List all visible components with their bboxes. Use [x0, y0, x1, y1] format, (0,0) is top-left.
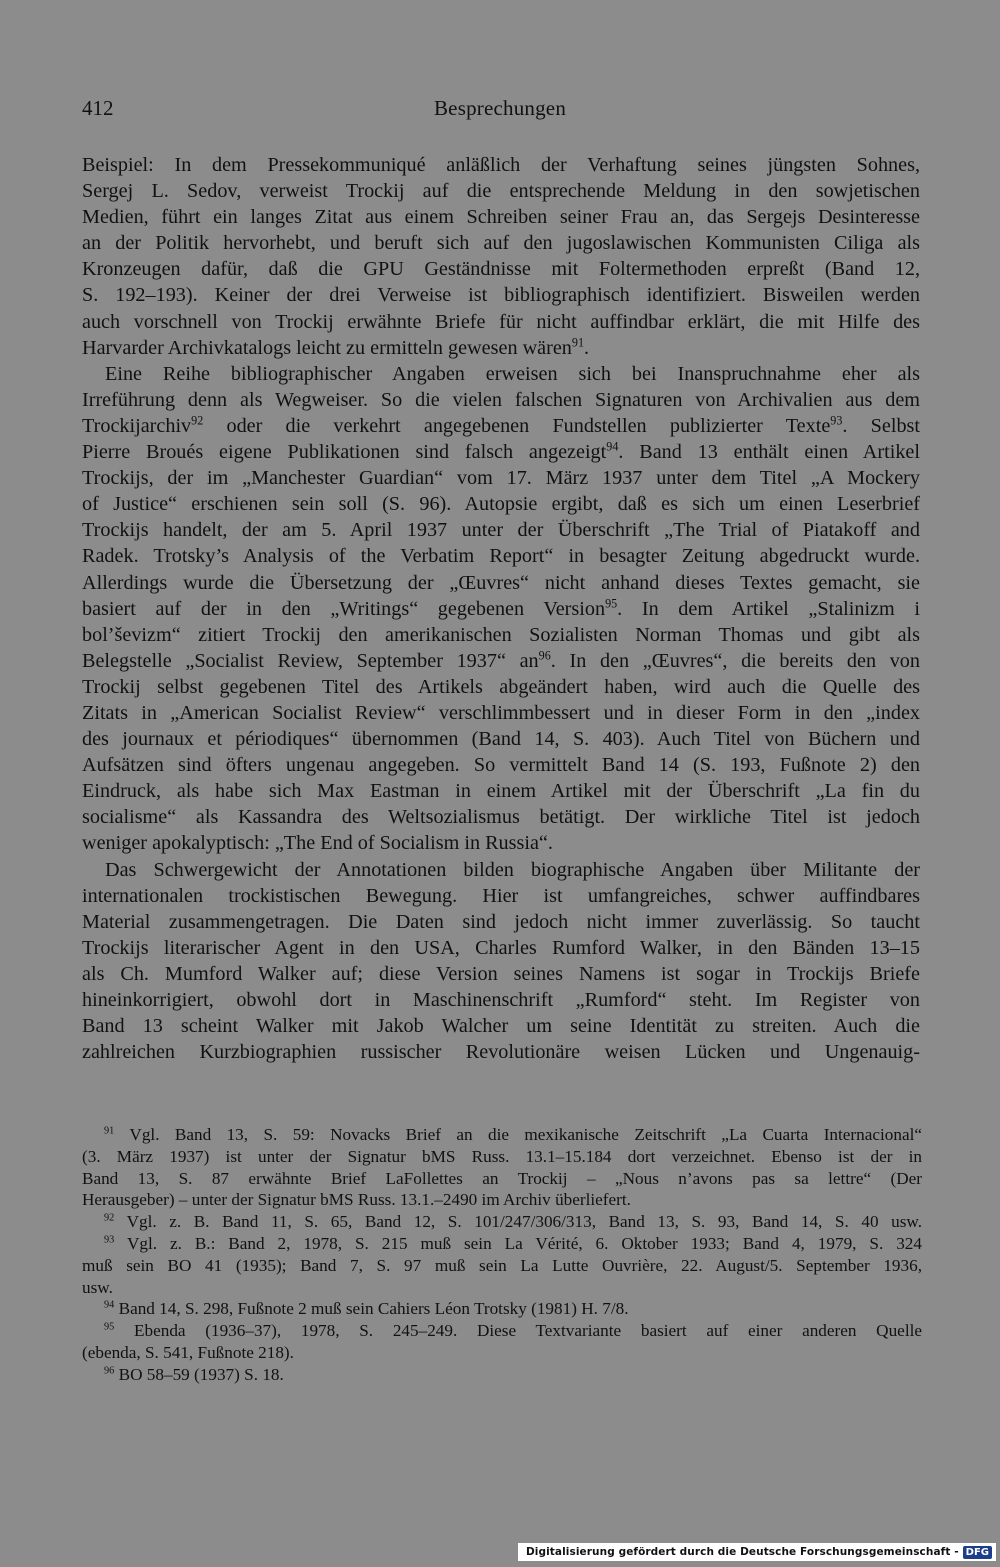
text-line: [82, 726, 920, 752]
footnote-line: [82, 1255, 922, 1277]
footnote-text: Band 13, S. 87 erwähnte Brief LaFollettes an Trockij – „Nous n’avons pas sa lettre“ (Der: [82, 1168, 922, 1188]
text-line: [82, 361, 920, 387]
line-text: Zitats in „American Socialist Review“ verschlimmbessert und in dieser Form in den „index: [82, 701, 920, 724]
text-line: [82, 648, 920, 674]
text-line: [82, 178, 920, 204]
footnote-line: [82, 1233, 922, 1255]
text-line: [82, 752, 920, 778]
text-line: [82, 204, 920, 230]
line-text: Trockijarchiv: [82, 414, 192, 437]
footnote-text: Vgl. z. B. Band 11, S. 65, Band 12, S. 101/247/306/313, Band 13, S. 93, Band 14, S. 40 usw.: [114, 1212, 922, 1232]
line-text: Radek. Trotsky’s Analysis of the Verbatim Report“ in besagter Zeitung abgedruckt wurde.: [82, 545, 920, 568]
text-line: [82, 596, 920, 622]
line-text: weniger apokalyptisch: „The End of Socialism in Russia“.: [82, 832, 553, 855]
running-head: Besprechungen: [433, 96, 567, 120]
page-header: [82, 96, 918, 126]
line-text: Band 13 scheint Walker mit Jakob Walcher um seine Identität zu streiten. Auch die: [82, 1015, 920, 1038]
footnote-number: 95: [104, 1321, 115, 1333]
footnote-line: [82, 1168, 922, 1190]
footnote-line: [82, 1277, 922, 1299]
dfg-logo-icon: DFG: [963, 1546, 992, 1559]
footnote-ref: 91: [571, 334, 585, 349]
line-text: hineinkorrigiert, obwohl dort in Maschinenschrift „Rumford“ steht. Im Register von: [82, 989, 920, 1011]
footnotes: [82, 1124, 922, 1386]
line-text: Trockijs literarischer Agent in den USA, Charles Rumford Walker, in den Bänden 13–15: [82, 936, 920, 959]
line-text: Das Schwergewicht der Annotationen bilden biographische Angaben über Militante der: [105, 858, 920, 881]
line-text: . Selbst: [842, 414, 920, 437]
text-line: [82, 1039, 920, 1065]
footnote-line: [82, 1364, 922, 1386]
text-line: [82, 282, 920, 308]
footnote-text: usw.: [82, 1277, 113, 1297]
footnote-ref: 94: [606, 439, 619, 454]
text-line: [82, 465, 920, 491]
footnote-text: Ebenda (1936–37), 1978, S. 245–249. Diese Textvariante basiert auf einer anderen Quelle: [114, 1321, 922, 1341]
line-text: Eindruck, als habe sich Max Eastman in einem Artikel mit der Überschrift „La fin du: [82, 780, 920, 803]
text-line: [82, 439, 920, 465]
footnote-line: [82, 1189, 922, 1211]
line-text: Material zusammengetragen. Die Daten sind jedoch nicht immer zuverlässig. So taucht: [82, 910, 920, 933]
footnote-text: Herausgeber) – unter der Signatur bMS Russ. 13.1.–2490 im Archiv überliefert.: [82, 1190, 631, 1210]
text-line: [82, 570, 920, 596]
digitization-credit: Digitalisierung gefördert durch die Deutsche Forschungsgemeinschaft -: [525, 1546, 959, 1558]
footnote-text: muß sein BO 41 (1935); Band 7, S. 97 muß sein La Lutte Ouvrière, 22. August/5. September 1936,: [82, 1255, 922, 1275]
line-text: .: [584, 336, 590, 359]
footnote-number: 93: [104, 1234, 115, 1246]
line-text: . Band 13 enthält einen Artikel: [618, 441, 920, 464]
footnote-text: Vgl. z. B.: Band 2, 1978, S. 215 muß sein La Vérité, 6. Oktober 1933; Band 4, 1979, S. 324: [114, 1233, 922, 1253]
line-text: socialisme“ als Kassandra des Weltsozialismus betätigt. Der wirkliche Titel ist jedoch: [82, 806, 920, 829]
page-number: 412: [82, 96, 114, 120]
line-text: bol’ševizm“ zitiert Trockij den amerikanischen Sozialisten Norman Thomas und gibt als: [82, 623, 920, 646]
line-text: . In dem Artikel „Stalinizm i: [617, 597, 920, 620]
text-line: [82, 152, 920, 178]
footnote-text: (ebenda, S. 541, Fußnote 218).: [82, 1342, 294, 1362]
line-text: internationalen trockistischen Bewegung. Hier ist umfangreiches, schwer auffindbares: [82, 884, 920, 907]
text-line: [82, 309, 920, 335]
footnote-line: [82, 1146, 922, 1168]
footnote-line: [82, 1320, 922, 1342]
line-text: basiert auf der in den „Writings“ gegebenen Version: [82, 597, 606, 620]
footnote-ref: 96: [538, 648, 551, 663]
text-line: [82, 491, 920, 517]
text-line: [82, 517, 920, 543]
text-line: [82, 230, 920, 256]
digitization-credit-bar: [518, 1543, 996, 1561]
text-line: [82, 622, 920, 648]
footnote-text: Band 14, S. 298, Fußnote 2 muß sein Cahiers Léon Trotsky (1981) H. 7/8.: [114, 1299, 629, 1319]
footnote-number: 92: [104, 1212, 115, 1224]
text-line: [82, 413, 920, 439]
footnote-ref: 93: [830, 413, 843, 428]
footnote-text: Vgl. Band 13, S. 59: Novacks Brief an die mexikanische Zeitschrift „La Cuarta Internacional“: [114, 1125, 922, 1144]
line-text: als Ch. Mumford Walker auf; diese Version seines Namens ist sogar in Trockijs Briefe: [82, 962, 920, 985]
text-line: [82, 387, 920, 413]
line-text: Trockijs, der im „Manchester Guardian“ vom 17. März 1937 unter dem Titel „A Mockery: [82, 467, 920, 490]
line-text: Trockijs handelt, der am 5. April 1937 unter der Überschrift „The Trial of Piatakoff and: [82, 519, 920, 542]
line-text: of Justice“ erschienen sein soll (S. 96). Autopsie ergibt, daß es sich um einen Leserbrief: [82, 493, 920, 516]
line-text: zahlreichen Kurzbiographien russischer Revolutionäre weisen Lücken und Ungenauig-: [82, 1041, 920, 1064]
footnote-ref: 92: [191, 413, 204, 428]
text-line: [82, 987, 920, 1013]
text-line: [82, 256, 920, 282]
footnote-number: 94: [104, 1299, 115, 1311]
line-text: des journaux et périodiques“ übernommen (Band 14, S. 403). Auch Titel von Büchern und: [82, 728, 920, 751]
line-text: Trockij selbst gegebenen Titel des Artikels abgeändert haben, wird auch die Quelle des: [82, 675, 920, 698]
text-line: [82, 935, 920, 961]
line-text: auch vorschnell von Trockij erwähnte Briefe für nicht auffindbar erklärt, die mit Hilfe des: [82, 310, 920, 333]
text-line: [82, 1013, 920, 1039]
line-text: oder die verkehrt angegebenen Fundstellen publizierter Texte: [203, 414, 831, 437]
text-line: [82, 335, 920, 361]
text-line: [82, 909, 920, 935]
footnote-number: 96: [104, 1365, 115, 1377]
line-text: Eine Reihe bibliographischer Angaben erweisen sich bei Inanspruchnahme eher als: [105, 362, 920, 385]
line-text: Aufsätzen sind öfters ungenau angegeben. So vermittelt Band 14 (S. 193, Fußnote 2) den: [82, 754, 920, 777]
footnote-text: BO 58–59 (1937) S. 18.: [114, 1364, 284, 1384]
body-text: [82, 152, 920, 1065]
text-line: [82, 700, 920, 726]
line-text: an der Politik hervorhebt, und beruft sich auf den jugoslawischen Kommunisten Ciliga als: [82, 232, 920, 255]
line-text: Pierre Broués eigene Publikationen sind falsch angezeigt: [82, 441, 607, 464]
text-line: [82, 674, 920, 700]
text-line: [82, 857, 920, 883]
footnote-line: [82, 1124, 922, 1146]
footnote-line: [82, 1342, 922, 1364]
line-text: Beispiel: In dem Pressekommuniqué anläßlich der Verhaftung seines jüngsten Sohnes,: [82, 154, 920, 176]
text-line: [82, 830, 920, 856]
line-text: Allerdings wurde die Übersetzung der „Œuvres“ nicht anhand dieses Textes gemacht, sie: [82, 571, 920, 594]
line-text: Irreführung denn als Wegweiser. So die vielen falschen Signaturen von Archivalien aus dem: [82, 388, 920, 411]
text-line: [82, 961, 920, 987]
line-text: Belegstelle „Socialist Review, September 1937“ an: [82, 649, 539, 672]
line-text: Medien, führt ein langes Zitat aus einem Schreiben seiner Frau an, das Sergejs Desinteresse: [82, 206, 920, 229]
footnote-line: [82, 1298, 922, 1320]
footnote-number: 91: [104, 1125, 115, 1137]
line-text: Sergej L. Sedov, verweist Trockij auf die entsprechende Meldung in den sowjetischen: [82, 180, 920, 203]
line-text: S. 192–193). Keiner der drei Verweise ist bibliographisch identifiziert. Bisweilen werden: [82, 284, 920, 307]
line-text: Kronzeugen dafür, daß die GPU Geständnisse mit Foltermethoden erpreßt (Band 12,: [82, 258, 920, 281]
text-line: [82, 883, 920, 909]
text-line: [82, 543, 920, 569]
footnote-ref: 95: [605, 595, 618, 610]
text-line: [82, 778, 920, 804]
footnote-line: [82, 1211, 922, 1233]
text-line: [82, 804, 920, 830]
line-text: . In den „Œuvres“, die bereits den von: [550, 649, 920, 672]
footnote-text: (3. März 1937) ist unter der Signatur bMS Russ. 13.1–15.184 dort verzeichnet. Ebenso ist der in: [82, 1146, 922, 1166]
line-text: Harvarder Archivkatalogs leicht zu ermitteln gewesen wären: [82, 336, 572, 359]
